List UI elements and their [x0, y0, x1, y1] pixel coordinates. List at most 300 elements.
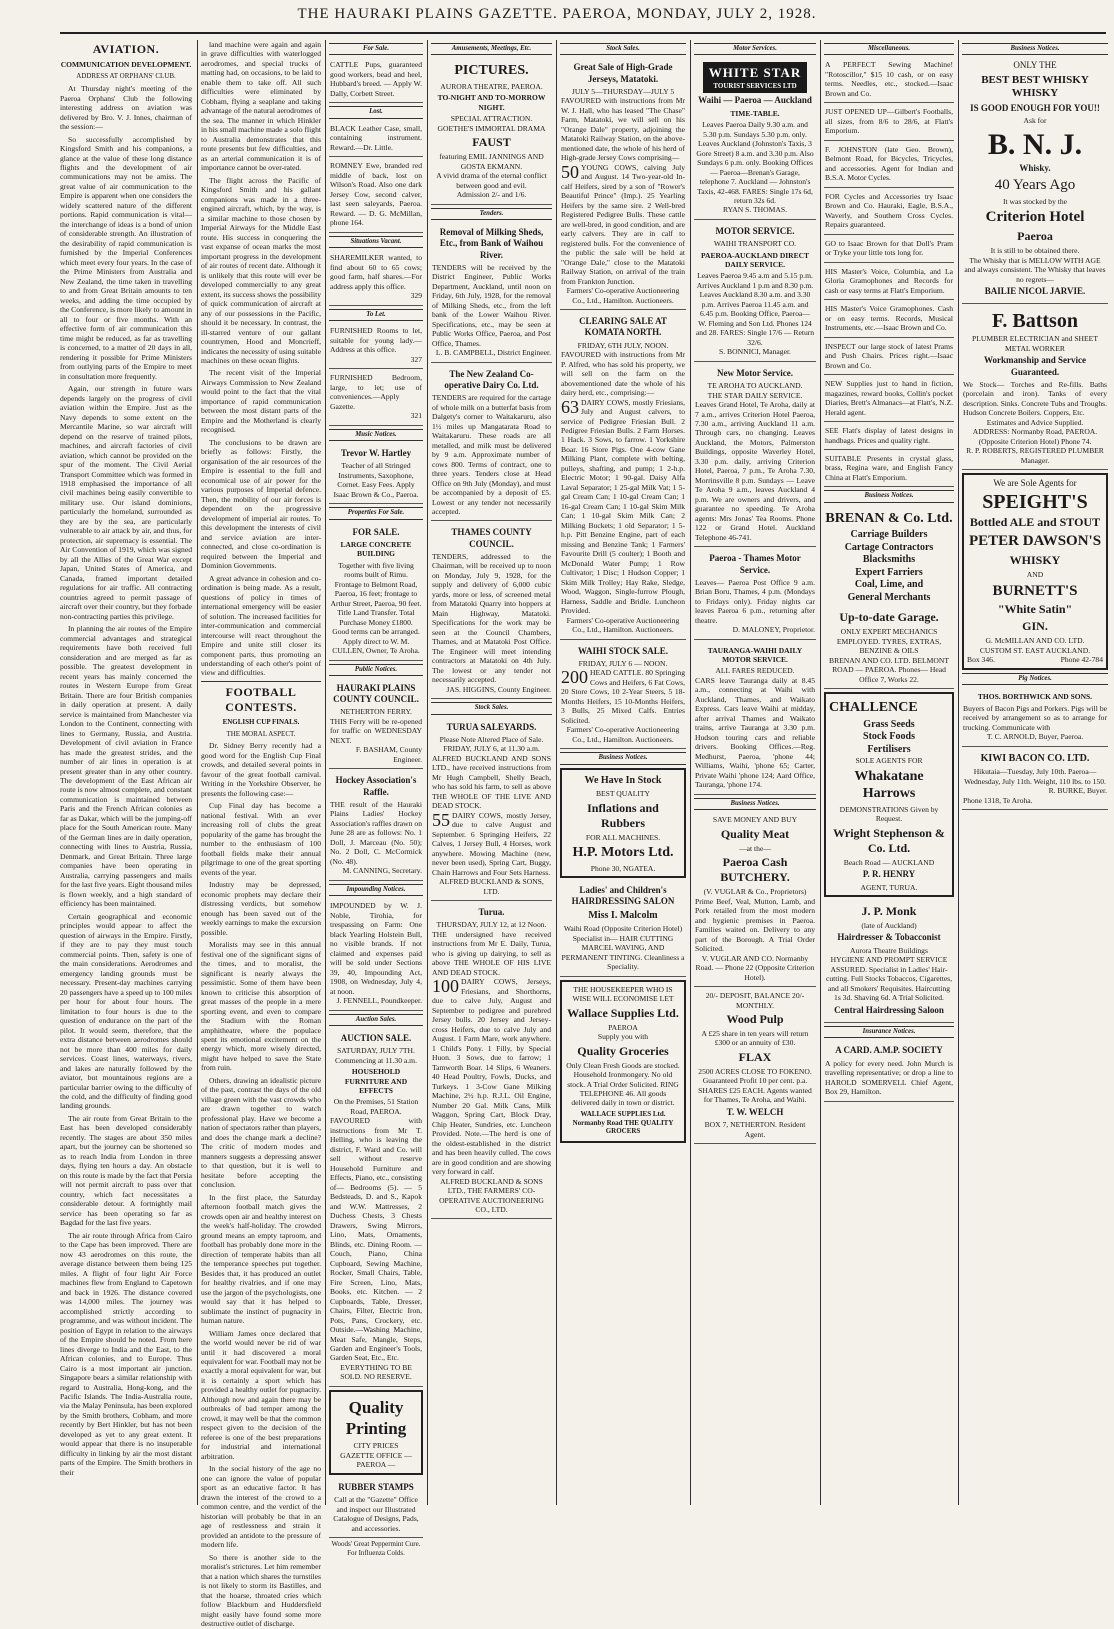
paragraph: land machine were again and again in grave difficulties with waterlogged aerodromes, and special trucks of matting had, on occasions, to be laid to enable them to take off. All such difficulties were eliminated by Cobham, flying a seaplane and taking advantage of the natural aerodromes of the sea. The manner in which Hinkler in his small machine made a solo flight to Australia demonstrates that this route presents but few difficulties, and as an arterial communication it is of importance cannot be over-rated.	[201, 40, 321, 173]
ad-text: THE result of the Hauraki Plains Ladies' Hockey Association's raffles drawn on June 28 are as follows: No. 1 Doll, J. Marceau (No. 50); No. 2 Doll, C. McCormick (No. 48).	[330, 799, 422, 866]
ad-text: FURNISHED Bedroom, large, to let; use of conveniences.—Apply Gazette.	[330, 373, 422, 411]
amp-ad	[824, 1041, 954, 1101]
logo-subtext: TOURIST SERVICES LTD	[713, 81, 797, 90]
ad-text: Hikutaia—Tuesday, July 10th. Paeroa—Wednesday, July 11th. Weight, 110 lbs. to 150.	[964, 767, 1106, 786]
footer-note: For Influenza Colds.	[347, 1548, 405, 1557]
ad-date: FRIDAY, JULY 6, at 11.30 a.m.	[443, 744, 540, 754]
category-header: Impounding Notices.	[329, 884, 423, 896]
ad-text: YOUNG COWS, calving July and August. 14 Two-year-old In-calf Heifers, sired by a son of "Rower's Beautiful Prince" (Imp.). 25 Yearling Heifers by the same sire. 2 Well-bred Registered Pedigree Bulls. These cattle are well-bred, in good condition, and are early calvers. They are in calf to registered bulls. For the convenience of the public the sale will be held at "Orange Dale," close to the Matatoki Railway Station, on arrival of the train from Frankton Junction.	[561, 162, 685, 286]
ad-heading: PETER DAWSON'S	[968, 533, 1102, 550]
ad-text: It was stocked by the	[1002, 196, 1068, 206]
classified-ad: SUITABLE Presents in crystal glass, brass, Regina ware, and English Fancy China at Flatt's Emporium.	[824, 452, 954, 487]
ad-number: 55	[432, 809, 450, 830]
ad-signature: V. VUGLAR AND CO. Normanby Road. — Phone 22 (Opposite Criterion Hotel).	[695, 953, 815, 982]
ad-text: Admission 2/- and 1/6.	[456, 190, 527, 200]
category-header: Business Notices.	[694, 798, 816, 810]
ad-text: Leaves Grand Hotel, Te Aroha, daily at 7 a.m., arrives Criterion Hotel Paeroa, 7.30 a.m., arriving Auckland 11 a.m. Through cars, no changing. Leaves Auckland, the Motors, Palmerston Buildings, opposite Waverley Hotel, 3.30 p.m. daily, arriving Criterion Hotel, Paeroa, 7 p.m., Te Aroha 7.30, Morrinsville 8 p.m. Sundays — Leave Te Aroha 9 a.m., leaves Auckland 4 p.m. We are owners and drivers, and guarantee no speeding. Te Aroha agents: Mrs Jonas' Tea Rooms. Phone 122 or Grand Hotel. Auckland Telephone 46-741.	[695, 400, 815, 542]
ad-text: Supply you with	[597, 1032, 649, 1042]
ad-text: DEMONSTRATIONS Given by Request.	[839, 804, 939, 824]
category-header: For Sale.	[329, 43, 423, 55]
monk-ad	[824, 900, 954, 1023]
ad-text: Together with five living rooms built of Rimu. Frontage to Belmont Road, Paeroa, 16 feet; frontage to Arthur Street, Paeroa, 90 feet. Title Land Transfer. Total Purchase Money £1800. Good terms can be arranged. Apply direct to W. M. CULLEN, Owner, Te Aroha.	[330, 560, 422, 656]
ad-line: Blacksmiths	[862, 554, 916, 566]
ad-text: WAIHI TRANSPORT CO.	[713, 239, 797, 249]
ad-date: SATURDAY, JULY 7TH. Commencing at 11.30 a.m.	[335, 1046, 417, 1065]
ad-heading: BURNETT'S	[992, 582, 1078, 599]
category-header: Motor Services.	[694, 43, 816, 55]
ad-text: CITY PRICES	[353, 1441, 399, 1451]
ad-number: 329	[410, 291, 422, 301]
ad-signature: T. C. ARNOLD, Buyer, Paeroa.	[986, 732, 1084, 742]
ad-heading: PAEROA-AUCKLAND DIRECT DAILY SERVICE.	[701, 250, 809, 270]
speights-ad	[962, 473, 1108, 670]
ad-text: SAVE MONEY AND BUY	[712, 815, 798, 825]
ad-text: THE undersigned have received instructions from Mr E. Daily, Turua, who is giving up dairying, to sell as above THE WHOLE OF HIS LIVE AND DEAD STOCK.	[432, 929, 551, 977]
ad-signature: M. CANNING, Secretary.	[342, 866, 422, 876]
ad-date: FRIDAY, JULY 6 — NOON.	[578, 658, 668, 668]
ad-title: SPEIGHT'S	[982, 491, 1088, 514]
ad-heading: LARGE CONCRETE BUILDING	[340, 539, 412, 559]
ad-title: WAIHI STOCK SALE.	[577, 645, 669, 656]
article-subtitle: THE MORAL ASPECT.	[226, 729, 296, 738]
ad-signature: ALFRED BUCKLAND & SONS, LTD.	[439, 877, 544, 896]
article-subtitle: ADDRESS AT ORPHANS' CLUB.	[76, 72, 176, 81]
ad-footer: EVERYTHING TO BE SOLD. NO RESERVE.	[340, 1362, 412, 1382]
paragraph: So successfully accomplished by Kingsford Smith and his companions, a glance at the value of these long distance flights and the development of air communications may not be amiss. The great value of air communication to the Empire is apparent when one considers the widely scattered nature of the different portions. Rapid communication is vital—the interchange of ideas is a bond of union of considerable strength. An illustration of the desirability of rapid communication is furnished by the Imperial Conferences which meet every four years. In the case of the Prime Ministers from Australia and New Zealand, the time taken in travelling to and from Great Britain amounts to ten weeks, and adding the time occupied by the Conference, is more likely to amount in all to four or five months. With an effective form of air communication this time might be reduced, as far as travelling is concerned, to a matter of 20 days in all, rendering it possible for Prime Ministers from outlying parts of the Empire to meet in consultation more frequently.	[60, 134, 193, 381]
paragraph: William James once declared that the world would never be rid of war until it had discovered a moral equivalent for war. Football may not be exactly a moral equivalent for war, but it is certainly a sport which has provided a healthy outlet for pugnacity. Although now and again there may be outbreaks of bad temper among the crowd, it may well be that the common respect given to the decision of the referee is one of the best preparations for industrial and international arbitration.	[201, 1328, 321, 1461]
column-7	[824, 40, 954, 1505]
ad-title: We Have In Stock	[584, 774, 662, 786]
ad-title: TURUA SALEYARDS.	[446, 721, 537, 732]
salon-ad	[560, 881, 686, 976]
ad-number: 100	[432, 976, 459, 997]
ad-text: FOR ALL MACHINES.	[585, 832, 661, 842]
ad-title: Trevor W. Hartley	[340, 447, 412, 458]
ad-title: Wallace Supplies Ltd.	[567, 1005, 679, 1020]
tender-notice	[431, 223, 552, 363]
ad-title: The New Zealand Co-operative Dairy Co. Ltd.	[444, 368, 539, 390]
ad-title: FOR SALE.	[352, 526, 400, 537]
ad-signature: J. FENNELL, Poundkeeper.	[336, 996, 422, 1006]
ad-title: Paeroa - Thames Motor Service.	[709, 553, 801, 575]
ad-heading: BEST BEST WHISKY WHISKY	[981, 73, 1089, 100]
ad-title: PICTURES.	[454, 63, 529, 79]
column-rule	[690, 40, 691, 1505]
ad-text: Please Note Altered Place of Sale.	[439, 734, 544, 744]
ad-text: Estimates and Advice Supplied.	[986, 417, 1084, 427]
article-title: AVIATION.	[92, 42, 160, 56]
public-notice	[329, 679, 423, 769]
column-rule	[197, 40, 198, 1505]
paragraph: Certain geographical and economic principles would appear to affect the question of airways in the Empire. Firstly, if they are to pay they must touch commercial points. Then, safety is one of the main considerations. Aerodromes and emergency landing grounds must be necessary. Present-day machines carrying 20 passengers have a speed up to 100 miles per hour for about four hours. The limitation to four hours is due to the question of endurance on the part of the pilot. It would seem, therefore, that the extra distance between aerodromes should not be more than 400 miles for daily services. Coast lines, waterways, rivers, and lakes are naturally followed by the aviator, but mountainous regions are a particular barrier owing to the difficulty of the cold, and the difficulty of finding good landing grounds.	[60, 911, 193, 1111]
category-header: Business Notices.	[962, 43, 1108, 55]
column-2	[201, 40, 321, 1629]
logo-text: WHITE STAR	[708, 65, 802, 81]
classified-ad: A PERFECT Sewing Machine! "Rotoscillor," $15 10 cash, or on easy terms. Needles, etc., stocked.—Isaac Brown and Co.	[824, 58, 954, 103]
ad-title: Wood Pulp	[726, 1012, 784, 1026]
ad-text: TE AROHA TO AUCKLAND.	[707, 381, 803, 391]
paragraph: In planning the air routes of the Empire commercial advantages and strategical requirements have both received full consideration and are merged as far as possible. The greatest development in recent years has mainly concerned the routes in Western Europe from Great Britain. There are four British companies in daily operation at present. A daily service is maintained from Manchester via London to the Continent, connecting with lines to Germany, Russia, and Austria. Development of civil aviation in France has made the greatest strides, and the number of air lines in operation is at present greater than in any other country. The development of the East African air route is now almost complete, and constant communication is maintained between Paris and the French African colonies as far as Dakar, which will be the jumping-off place for the South American route. Many of the German lines are in daily operation, connecting with lines to Austria, Russia, Denmark, and Great Britain. Three large companies have been operating in Australia, carrying passengers and mails for the last five years. Eight thousand miles is flown weekly, and a high standard of efficiency has been maintained.	[60, 624, 193, 909]
ad-text: CARS leave Tauranga daily at 8.45 a.m., connecting at Waihi with Auckland, Thames, and Waikato Express. Cars leave Waihi at midday, after arrival Thames and Waikato trains, arrive Tauranga at 3.30 p.m. Hudson touring cars and reliable drivers. Booking Offices.—Reg. Medhurst, Paeroa, 'phone 44; Williams, Waihi, 'phone 65; Carter, Private Waihi 'phone 124; Aard Office, Tauranga, 'phone 174.	[695, 675, 815, 790]
category-header: Pig Notices.	[962, 673, 1108, 685]
battson-ad	[962, 306, 1108, 470]
ad-date: FRIDAY, 6TH JULY, NOON.	[577, 340, 669, 350]
ad-title: KIWI BACON CO. LTD.	[980, 752, 1090, 764]
category-header: Lost.	[329, 106, 423, 118]
ad-line: Carriage Builders	[850, 529, 928, 541]
ad-title: A CARD. A.M.P. SOCIETY	[835, 1045, 943, 1056]
ad-text: DAIRY COWS, mostly Friesians, July and August calvers, to service of Pedigree Friesian Bull. 2 Pedigree Friesian Bulls. 2 Farm Horses. 1 Hack. 3 Sows, to farrow. 1 Yorkshire Boar. 16 Store Pigs. One 4-cow Gane Milking Plant, complete with belting, pulleys, shafting, and pump; 1 2-h.p. Electric Motor; 1 90-gal. Daisy Alfa Laval Separator; 1 25-gal Milk Vat; 1 5-gal Cream Can; 1 10-gal Cream Can; 1 16-gal Cream Can; 1 10-gal Skim Milk Can; 1 10-gal Skim Milk Can; 2 Milking Buckets; 1 old Separator; 1 5-h.p. Pitt Benzine Engine, part of each missing and Benzine Tank; 1 Farmers' Favourite Drill (5 coulter); 1 Booth and McDonald Water Pump; 1 Row Cultivator; 1 Disc; 1 Hudson Copper; 1 Skim Milk Trolley; Hay Rake, Sledge, Wood, Waggon, Single-furrow Plough, Harness, Saddle and Bridle. Luncheon Provided.	[561, 397, 685, 616]
paragraph: The recent visit of the Imperial Airways Commission to New Zealand would point to the fact that the vital importance of rapid communication between the most distant parts of the Empire and the Motherland is clearly recognised.	[201, 368, 321, 435]
rubber-stamps-ad	[329, 1478, 423, 1538]
article-subtitle: ENGLISH CUP FINALS.	[222, 717, 300, 726]
paragraph: The flight across the Pacific of Kingsford Smith and his gallant companions was made in a three-engined aircraft, which, by the way, is a similar machine to those chosen by Imperial Airways for the Middle East route. His success in conquering the vast expanse of ocean marks the most important progress in the development of air routes of recent date. Although it is unlikely that this route will ever be developed commercially to any great extent, its success shows the possibility of quick communication of aircraft at any of our possessions in the Pacific, should it be necessary. In contrast, the ill-starred venture of our gallant countrymen, Hood and Moncrieff, indicates the necessity of using suitable machines on these ocean flights.	[201, 175, 321, 365]
ad-heading: Bottled ALE and STOUT	[969, 515, 1101, 530]
ad-text: TO-NIGHT AND TO-MORROW NIGHT.	[437, 93, 546, 112]
ad-line: Cartage Contractors	[844, 541, 934, 553]
category-header: To Let.	[329, 309, 423, 321]
ad-heading: Wright Stephenson & Co. Ltd.	[833, 825, 945, 855]
ad-signature: S. BONNICI, Manager.	[719, 347, 791, 357]
ad-text: Beach Road — AUCKLAND	[843, 857, 935, 867]
ad-text: SHAREMILKER wanted, to find about 60 to 65 cows; good farm, half shares.—For address apply this office.	[330, 253, 422, 291]
paragraph: The air route from Great Britain to the East has been developed considerably recently. The stages are about 350 miles apart, but the journey can be shortened so as to reach India from London in three days, flying ten hours a day. An obstacle on this route is made by the fact that Persia will not permit aircraft to pass over that country, which fact necessitates a considerable detour. A fortnightly mail service has been operating so far as Bagdad for the last five years.	[60, 1113, 192, 1228]
classified-ad: NEW Supplies just to hand in fiction, magazines, reward books, Collin's pocket Diaries, Brett's Almanacs—at Flatt's, N.Z. Herald agent.	[824, 377, 954, 422]
ad-title: THOS. BORTHWICK AND SONS.	[977, 692, 1093, 702]
classified-ad: HIS Master's Voice Gramophones. Cash or on easy terms. Records, Musical Instruments, etc.—Isaac Brown and Co.	[824, 302, 954, 337]
ad-text: A policy for every need. John Murch is travelling representative; or drop a line to HAROLD SOMERVELL Chief Agent, Box 29, Hamilton.	[825, 1058, 953, 1097]
ad-title: Hockey Association's Raffle.	[335, 775, 417, 797]
ad-heading: Miss I. Malcolm	[588, 909, 658, 921]
column-rule	[556, 40, 557, 1505]
ad-heading: Paeroa	[1017, 229, 1053, 244]
ad-title: RUBBER STAMPS	[338, 1481, 414, 1492]
ad-signature: D. MALONEY, Proprietor.	[732, 625, 815, 635]
ad-text: FAVOURED with instructions from Mr P. Alfred, who has sold his property, we will sell on the farm on the abovementioned date the whole of his dairy herd, etc., comprising:—	[561, 350, 685, 398]
brenan-ad	[824, 506, 954, 689]
tauranga-waihi-ad	[694, 642, 816, 795]
ad-text: FURNISHED Rooms to let, suitable for young lady.—Address at this office.	[330, 326, 422, 355]
column-rule	[427, 40, 428, 1505]
category-header: Insurance Notices.	[824, 1026, 954, 1038]
classified-ad: SEE Flatt's display of latest designs in handbags. Prices and quality right.	[824, 424, 954, 450]
borthwick-ad	[962, 688, 1108, 746]
stock-sale-ad	[431, 903, 552, 1219]
category-header: Amusements, Meetings, Etc.	[431, 43, 552, 55]
article-subtitle: COMMUNICATION DEVELOPMENT.	[60, 60, 192, 69]
stock-sale-ad	[431, 718, 552, 901]
impounding-notice	[329, 899, 423, 1010]
ad-signature: R. P. ROBERTS, REGISTERED PLUMBER Manager.	[966, 446, 1104, 465]
ad-number: 63	[561, 396, 579, 417]
ad-text: Ask for	[1023, 116, 1047, 126]
paragraph: Again, our strength in future wars depends largely on the progress of civil aviation within the Empire. Just as the Navy depends to some extent on the Mercantile Marine, so war aircraft will depend on the reserve of trained pilots, machines, and aircraft factories of civil aviation, which cannot be provided on the spur of the moment. The Civil Aerial Transport Committee which was formed in 1918 emphasised the importance of all civil machines being easily convertible to military use. Our island dominions, particularly the homeland, surrounded as they are by the sea, are particularly vulnerable to air attack by air, and thus, for protection, air supremacy is essential. The Air Convention of 1919, which was signed by all the Allies of the Great War except Japan, United States of America, and Canada, framed important detailed regulations for air traffic. All contracting countries agreed to permit passage of aircraft over their country, but they forbade non-contracting parties this privilege.	[60, 384, 192, 621]
ad-heading: Waihi — Paeroa — Auckland	[698, 95, 812, 106]
ad-title: Turua.	[478, 907, 505, 918]
classified-ad	[329, 251, 423, 305]
category-header: Stock Sales.	[560, 43, 686, 55]
public-notice	[329, 771, 423, 880]
ad-text: Teacher of all Stringed Instruments, Saxophone, Cornet. Easy Fees. Apply Isaac Brown & Co., Paeroa.	[333, 461, 419, 499]
category-header: Miscellaneous.	[824, 43, 954, 55]
ad-text: THE HOUSEKEEPER WHO IS WISE WILL ECONOMISE LET	[572, 984, 674, 1004]
ad-text: ONLY EXPERT MECHANICS EMPLOYED. TYRES, EXTRAS, BENZINE & OILS	[836, 627, 942, 656]
classified-ad	[329, 371, 423, 425]
paragraph: A great advance in cohesion and co-ordination is being made. As a result, questions of policy in times of international emergency will be easier of solution. The increased facilities for inter-communication and commercial intercourse will react throughout the Empire and unite still closer its component parts, thus promoting an understanding of each other's point of view and difficulties.	[201, 573, 321, 678]
ad-line: Stock Foods	[863, 731, 915, 743]
ad-text: featuring EMIL JANNINGS AND GOSTA EKMANN.	[439, 152, 544, 171]
paragraph: At Thursday night's meeting of the Paeroa Orphans' Club the following interesting address on aviation was delivered by Bro. V. J. Innes, chairman of the session:—	[60, 84, 192, 132]
ad-heading: Up-to-date Garage.	[839, 610, 939, 625]
ad-line: General Merchants	[847, 591, 931, 603]
category-header: Tenders.	[431, 208, 552, 220]
ad-text: Specialist in— HAIR CUTTING MARCEL WAVING, AND PERMANENT TINTING. Cleanliness a Speciality.	[561, 933, 685, 972]
ad-text: Guaranteed Profit 10 per cent. p.a. SHARES £25 EACH. Agents wanted for Thames, Te Aroha, and Waihi.	[698, 1076, 812, 1105]
ad-text: BOX 7, NETHERTON. Resident Agent.	[704, 1120, 806, 1139]
footer-note: Woods' Great Peppermint Cure.	[331, 1540, 421, 1549]
white-star-logo	[703, 62, 807, 93]
masthead-rule	[60, 32, 1106, 34]
ad-text: Waihi Road (Opposite Criterion Hotel)	[563, 924, 683, 934]
classified-ad: BLACK Leather Case, small, containing instrument. Reward.—Dr. Little.	[329, 122, 423, 157]
ad-heading: TIME-TABLE.	[730, 108, 780, 118]
butchery-ad	[694, 813, 816, 987]
ad-text: PAEROA	[608, 1022, 638, 1032]
ad-text: 2500 ACRES CLOSE TO FOKENO.	[698, 1066, 812, 1076]
ad-signature: BRENAN AND CO. LTD. BELMONT ROAD — PAEROA. Phones— Head Office 7, Works 22.	[829, 655, 949, 684]
ad-title: CHALLENCE	[829, 700, 918, 716]
ad-title: MOTOR SERVICE.	[715, 225, 795, 236]
ad-text: IMPOUNDED by W. J. Noble, Tirohia, for trespassing on Farm: One black Yearling Holstein Bull, no visible brands. If not claimed and expenses paid will be sold under Sections 39, 40, Impounding Act, 1908, on Wednesday, July 4, at noon.	[330, 901, 422, 996]
ad-signature: ALFRED BUCKLAND & SONS LTD., THE FARMERS' CO-OPERATIVE AUCTIONEERING CO., LTD.	[439, 1176, 544, 1214]
ad-text: It is still to be obtained there.	[990, 246, 1080, 256]
ad-title: Ladies' and Children's HAIRDRESSING SALON	[571, 885, 675, 907]
stock-sale-ad	[560, 312, 686, 640]
stock-sale-ad	[560, 58, 686, 310]
ad-heading: Quality Meat	[720, 826, 790, 841]
paeroa-thames-ad	[694, 549, 816, 639]
music-ad	[329, 444, 423, 504]
column-1	[60, 40, 192, 1505]
ad-title: B. N. J.	[987, 127, 1083, 161]
ad-text: ONLY THE	[1013, 60, 1057, 71]
ad-signature: L. B. CAMPBELL, District Engineer.	[435, 348, 551, 358]
ad-text: A vivid drama of the eternal conflict between good and evil.	[436, 171, 547, 190]
classified-ad: JUST OPENED UP—Gilbert's Footballs, all sizes, from 8/6 to 28/6, at Flatt's Emporium.	[824, 105, 954, 140]
ad-text: Only Clean Fresh Goods are stocked. Household Ironmongery. No old stock. A Trial Order Solicited. RING TELEPHONE 46. All goods delivered daily in town or district.	[566, 1060, 680, 1108]
ad-text: GAZETTE OFFICE — PAEROA —	[340, 1450, 412, 1470]
ad-line: Coal, Lime, and	[854, 579, 924, 591]
classified-ad: GO to Isaac Brown for that Doll's Pram or Tryke your little tots long for.	[824, 237, 954, 263]
ad-signature: Farmers' Co-operative Auctioneering Co., Ltd., Hamilton. Auctioneers.	[566, 286, 680, 305]
ad-text: HEAD CATTLE. 80 Springing Cows and Heifers, 6 Fat Cows, 20 Store Cows, 10 2-Year Steers, 5 18-Months Heifers, 15 10-Months Heifers, 3 Bulls, 25 Mixed Calfs. Entries Solicited.	[561, 668, 685, 725]
ad-date: JULY 5—THURSDAY—JULY 5	[571, 86, 675, 96]
ad-heading: Whakatane Harrows	[854, 768, 924, 802]
paragraph: In the first place, the Saturday afternoon football match gives the crowds open air and healthy interest on the week's half-holiday. The crowded ground means an empty taproom, and football has probably done more in the direction of temperate habits than all the temperance speeches put together. Besides that, it has produced an outlet for healthy rivalries, and if one may use the jargon of the psychologists, one would say that it has helped to sublimate the instinct of pugnacity in human nature.	[201, 1192, 321, 1326]
ad-text: Aurora Theatre Buildings	[850, 945, 928, 955]
ad-title: Great Sale of High-Grade Jerseys, Matatoki.	[573, 62, 673, 84]
ad-heading: Workmanship and Service Guaranteed.	[983, 355, 1086, 377]
ad-text: BEST QUALITY	[595, 789, 651, 799]
ad-signature: RYAN S. THOMAS.	[722, 205, 787, 215]
ad-signature: T. W. WELCH	[726, 1106, 784, 1117]
ad-number: 50	[561, 161, 579, 182]
ad-signature: JAS. HIGGINS, County Engineer.	[446, 684, 551, 694]
whisky-ad	[962, 58, 1108, 304]
classified-ad: HIS Master's Voice, Columbia, and La Gloria Gramophones and Records for cash or easy terms at Flatt's Emporium.	[824, 265, 954, 300]
ad-text: We Stock— Torches and Re-fills. Baths (porcelain and iron). Tanks of every description. Sinks. Concrete Tubs and Troughs. Hudson Concrete Boilers. Coppers, Etc.	[963, 379, 1107, 418]
ad-text: Phone 1318, Te Aroha.	[963, 795, 1033, 805]
ad-text: SOLE AGENTS FOR	[855, 756, 923, 766]
ad-text: Phone 42-784	[1060, 655, 1103, 665]
property-ad	[329, 523, 423, 661]
ad-text: G. McMILLAN AND CO. LTD.	[985, 636, 1085, 646]
cinema-ad	[431, 58, 552, 204]
ad-line: Grass Seeds	[863, 718, 915, 730]
tender-notice	[431, 523, 552, 699]
ad-title: AUCTION SALE.	[340, 1033, 412, 1044]
stock-sale-ad	[560, 642, 686, 750]
ad-text: Whisky.	[1019, 162, 1051, 173]
ad-heading: "White Satin"	[997, 602, 1073, 617]
classified-ad: INSPECT our large stock of latest Prams and Push Chairs. Prices right.—Isaac Brown and Co.	[824, 340, 954, 375]
ad-title: THAMES COUNTY COUNCIL.	[451, 527, 532, 549]
ad-text: AND	[1026, 570, 1044, 580]
ad-heading: FAUST	[472, 135, 511, 150]
ad-number: 200	[561, 667, 588, 688]
ad-title: F. Battson	[992, 310, 1078, 333]
ad-text: Buyers of Bacon Pigs and Porkers. Pigs will be received by arrangement so as to arrange for trucking. Communicate with	[963, 703, 1107, 732]
masthead: THE HAURAKI PLAINS GAZETTE. PAEROA, MONDAY, JULY 2, 1928.	[297, 6, 817, 22]
ad-number: 321	[410, 411, 422, 421]
article-title: FOOTBALL CONTESTS.	[225, 684, 297, 714]
ad-title: Removal of Milking Sheds, Etc., from Bank of Waihou River.	[439, 227, 544, 260]
ad-title: Paeroa Cash BUTCHERY.	[720, 855, 790, 885]
category-header: Music Notices.	[329, 429, 423, 441]
wallace-supplies-ad	[560, 980, 686, 1144]
ad-heading: Inflations and Rubbers	[587, 800, 659, 830]
ad-title: CLEARING SALE AT KOMATA NORTH.	[579, 316, 667, 338]
classified-ad: FOR Cycles and Accessories try Isaac Brown and Co. Hauraki, Eagle, B.S.A., Waverly, and Southern Cross Cycles. Repairs guaranteed.	[824, 190, 954, 235]
ad-heading: GIN.	[1022, 619, 1048, 634]
ad-text: THIS Ferry will be re-opened for traffic on WEDNESDAY NEXT.	[330, 716, 422, 745]
ad-number: 327	[410, 354, 422, 364]
ad-heading: Quality Groceries	[577, 1043, 669, 1058]
ad-text: ADDRESS: Normanby Road, PAEROA. (Opposite Criterion Hotel) Phone 74.	[972, 427, 1098, 446]
ad-text: Leaves— Paeroa Post Office 9 a.m. Brian Boru, Thames, 4 p.m. (Mondays to Fridays only). Friday nights car leaves Paeroa 6 p.m., returning after theatre.	[695, 577, 815, 625]
category-header: Business Notices.	[560, 752, 686, 764]
ad-signature: BAILIE NICOL JARVIE.	[984, 286, 1086, 297]
classified-ad	[329, 324, 423, 369]
ad-location: On the Premises, 51 Station Road, PAEROA.	[333, 1097, 419, 1116]
category-header: Stock Sales.	[431, 702, 552, 714]
column-4	[431, 40, 552, 1505]
ad-heading: NETHERTON FERRY.	[340, 707, 412, 717]
ad-title: Quality Printing	[345, 1397, 407, 1439]
hp-motors-ad	[560, 768, 686, 878]
classified-ad: F. JOHNSTON (late Geo. Brown), Belmont Road, for Bicycles, Tricycles, and accessories. Agent for Indian and B.S.A. Motor Cycles.	[824, 143, 954, 188]
paragraph: Others, drawing an idealistic picture of the past, contrast the days of the old village green with the vast crowds who are drawn together to watch professional play. Have we become a nation of spectators rather than players, and does the change mark a decline? The critic of modern modes and manners suggests a depressing answer to that question, but it is well to hesitate before accepting the conclusion.	[201, 1075, 321, 1190]
tender-notice	[431, 365, 552, 522]
ad-text: DAIRY COWS, Jerseys, Friesians, and Shorthorns, due to calve July, August and September to pedigree and purebred Jersey bulls. 20 Jersey and Jersey-cross Heifers, due to calve July and August. 1 Farm Mare, work anywhere. 1 Child's Pony. 1 Filly, by Special Huon. 3 Sows, due to farrow; 1 Tamworth Boar. 14 Slips, 6 Weaners. 40 Head Poultry, Fowls, Ducks, and Turkeys. 1 3-Cow Gane Milking Machine, 2½ h.p. R.J.L. Oil Engine, Number 20 Gal. Milk Cans, Milk Waggon, Spring Cart, Block Dray, Chip Heater, Sundries, etc. Luncheon Provided. Note.—The herd is one of the oldest-established in the district and has been heavily culled. The cows are in good condition and are showing very forward in calf.	[432, 977, 551, 1177]
ad-text: 20/- DEPOSIT, BALANCE 20/- MONTHLY.	[705, 991, 805, 1010]
ad-text: FAVOURED with instructions from Mr W. J. Hall, who has leased "The Chase" Farm, Matatoki, we will sell on his "Orange Dale" property, adjoining the Matatoki Railway Station, on the above-mentioned date, the whole of his herd of High-grade Jersey Cows comprising—	[561, 96, 685, 163]
ad-heading: Hairdresser & Tobacconist	[837, 932, 941, 943]
ad-text: Box 346.	[967, 655, 995, 665]
ad-text: ALFRED BUCKLAND AND SONS LTD., have received instructions from Mr Hugh Campbell, Shelly Beach, who has sold his farm, to sell as above THE WHOLE OF THE LIVE AND DEAD STOCK.	[432, 753, 551, 811]
ad-text: Prime Beef, Veal, Mutton, Lamb, and Pork retailed from the most modern and hygienic premises in Paeroa. Families waited on. Delivery to any part of the Borough. A Trial Order Solicited.	[695, 896, 815, 954]
ad-signature: Farmers' Co-operative Auctioneering Co., Ltd., Hamilton. Auctioneers.	[566, 725, 680, 744]
ad-footer: Central Hairdressing Saloon	[834, 1004, 944, 1015]
kiwi-bacon-ad	[962, 749, 1108, 810]
column-rule	[958, 40, 959, 1505]
column-5	[560, 40, 686, 1505]
ad-signature: R. BURKE, Buyer.	[1048, 786, 1107, 796]
ad-text: TENDERS will be received by the District Engineer, Public Works Department, Auckland, until noon on Friday, 6th July, 1928, for the removal of Milking Sheds, etc., from the left bank of the Lower Waihou River. Specifications, etc., may be seen at Public Works Office, Paeroa, and Post Office, Thames.	[432, 262, 551, 348]
ad-text: PLUMBER ELECTRICIAN and SHEET METAL WORKER	[972, 334, 1098, 353]
ad-heading: FLAX	[738, 1049, 772, 1064]
paragraph: Dr. Sidney Berry recently had a good word for the English Cup Final crowds, and detailed several points in favour of the great football carnival. Writing in the Yorkshire Observer, he presents the following case:—	[201, 741, 321, 798]
ad-heading: Criterion Hotel	[985, 209, 1085, 226]
ad-text: DAIRY COWS, mostly Jersey, due to calve August and September. 6 Springing Heifers, 22 Calves, 1 Jersey Bull, 4 Horses, work anywhere. Mowing Machine (new, never been used), Spring Cart, Buggy, Chain Harrows and Four Sets Harness.	[432, 810, 551, 877]
category-header: Auction Sales.	[329, 1014, 423, 1026]
category-header: Properties For Sale.	[329, 507, 423, 519]
ad-text: Leaves Paeroa 9.45 a.m and 5.15 p.m. Arrives Auckland 1 p.m and 8.30 p.m. Leaves Auckland 8.30 a.m. and 3.30 p.m. Arrives Paeroa 11.45 a.m. and 6.45 p.m. Booking Office, Paeroa— W. Fleming and Son Ltd. Phones 124 and 28. FARES: Single 17/6 — Return 32/6.	[695, 271, 815, 347]
ad-text: AGENT, TURUA.	[860, 882, 918, 892]
white-star-ad	[694, 58, 816, 219]
category-header: Business Notices.	[824, 490, 954, 502]
ad-text: ALL FARES REDUCED.	[715, 666, 795, 676]
ad-title: J. P. Monk	[861, 904, 917, 918]
category-header: Public Notices.	[329, 664, 423, 676]
ad-heading: WHISKY	[1009, 553, 1061, 568]
column-6	[694, 40, 816, 1505]
wood-pulp-ad	[694, 989, 816, 1144]
new-motor-service-ad	[694, 364, 816, 547]
ad-heading: 40 Years Ago	[994, 177, 1076, 194]
ad-signature: F. BASHAM, County Engineer.	[355, 745, 422, 764]
challence-ad	[824, 692, 954, 897]
classified-ad: ROMNEY Ewe, branded red middle of back, lost on Wilson's Road. Also one dark Jersey Cow, second calver, last seen saleyards, Paeroa. Reward. — D. G. McMillan, phone 164.	[329, 159, 423, 232]
waihi-transport-ad	[694, 222, 816, 362]
column-rule	[820, 40, 821, 1505]
ad-text: Call at the "Gazette" Office and inspect our Illustrated Catalogue of Designs, Pads, and accessories.	[333, 1495, 419, 1533]
paragraph: In the social history of the age no one can ignore the value of popular sport as an educative factor. It has drawn the interest of the crowd to a common centre, and the verdict of the historian will probably be that in an age of restlessness and strain it provided an antidote to the pressure of modern life.	[201, 1464, 321, 1550]
ad-text: FAVOURED with instructions from Mr T. Helling, who is leaving the district, F. Ward and Co. will sell without reserve Household Furniture and Effects, Piano, etc., consisting of— Bedrooms (5). — 5 Bedsteads, D. and S., Kapok and W.W. Mattresses, 2 Duchess Chests, 3 Chests Drawers, Swing Mirrors, Lino, Mats, Ornaments, Blinds, etc. Dining Room. — Couch, Piano, China Cupboard, Sewing Machine, Rocker, Small Chairs, Table, Fire Screen, Lino, Mats, Books, etc. Kitchen. — 2 Cupboards, Table, Dresser, Chairs, Filter, Electric Iron, Pots, Pans, Crockery, etc. Outside.—Washing Machine, Meat Safe, Mangle, Steps, Garden and Engineer's Tools, Garden Seat, Etc., Etc.	[330, 1116, 422, 1363]
ad-text: THE STAR DAILY SERVICE.	[707, 390, 803, 400]
ad-title: BRENAN & Co. Ltd.	[825, 510, 953, 526]
ad-text: A £25 share in ten years will return £300 or an annuity of £30.	[701, 1029, 809, 1048]
ad-heading: HOUSEHOLD FURNITURE AND EFFECTS	[344, 1067, 408, 1096]
ad-signature: P. R. HENRY	[862, 869, 916, 880]
ad-text: (late of Auckland)	[861, 921, 917, 930]
ad-title: HAURAKI PLAINS COUNTY COUNCIL.	[333, 682, 419, 705]
column-3	[329, 40, 423, 1557]
ad-text: (V. VUGLAR & Co., Proprietors)	[703, 887, 807, 897]
ad-text: AURORA THEATRE, PAEROA.	[440, 81, 543, 91]
ad-line: Fertilisers	[867, 743, 911, 755]
auction-ad	[329, 1029, 423, 1387]
paragraph: The conclusions to be drawn are briefly as follows: Firstly, the organisation of the air resources of the Empire is essential to the full and economical use of air power for the various purposes of Imperial defence. Then, the mobility of our air forces is dependent on the progressive development of imperial air routes. To this development the interests of civil and service aviation are inter-connected, and close co-ordination is required between the Imperial and Dominion Governments.	[201, 437, 321, 571]
ad-text: The Whisky that is MELLOW WITH AGE and always consistent. The Whisky that leaves no regrets—	[964, 255, 1106, 284]
category-header: Situations Vacant.	[329, 236, 423, 248]
ad-text: TENDERS, addressed to the Chairman, will be received up to noon on Monday, July 9, 1928, for the supply and delivery of 6,000 cubic yards, more or less, of screened metal from Matatoki Quarry into hoppers at Main Highway, Matatoki. Specifications for the work may be seen at the Council Chambers, Thames, and at Matatoki Post Office. The Engineer will meet intending contractors at Matatoki on 4th July. The lowest or any tender not necessarily accepted.	[432, 551, 551, 685]
ad-text: CUSTOM ST. EAST AUCKLAND.	[979, 645, 1091, 655]
ad-text: SPECIAL ATTRACTION.	[450, 114, 533, 124]
ad-line: Expert Farriers	[855, 566, 923, 578]
ad-date: THURSDAY, JULY 12, at 12 Noon.	[436, 920, 547, 930]
classified-ad: CATTLE Pups, guaranteed good workers, bead and heel, Hubbard's breed. — Apply W. Dally, Corbett Street.	[329, 58, 423, 103]
